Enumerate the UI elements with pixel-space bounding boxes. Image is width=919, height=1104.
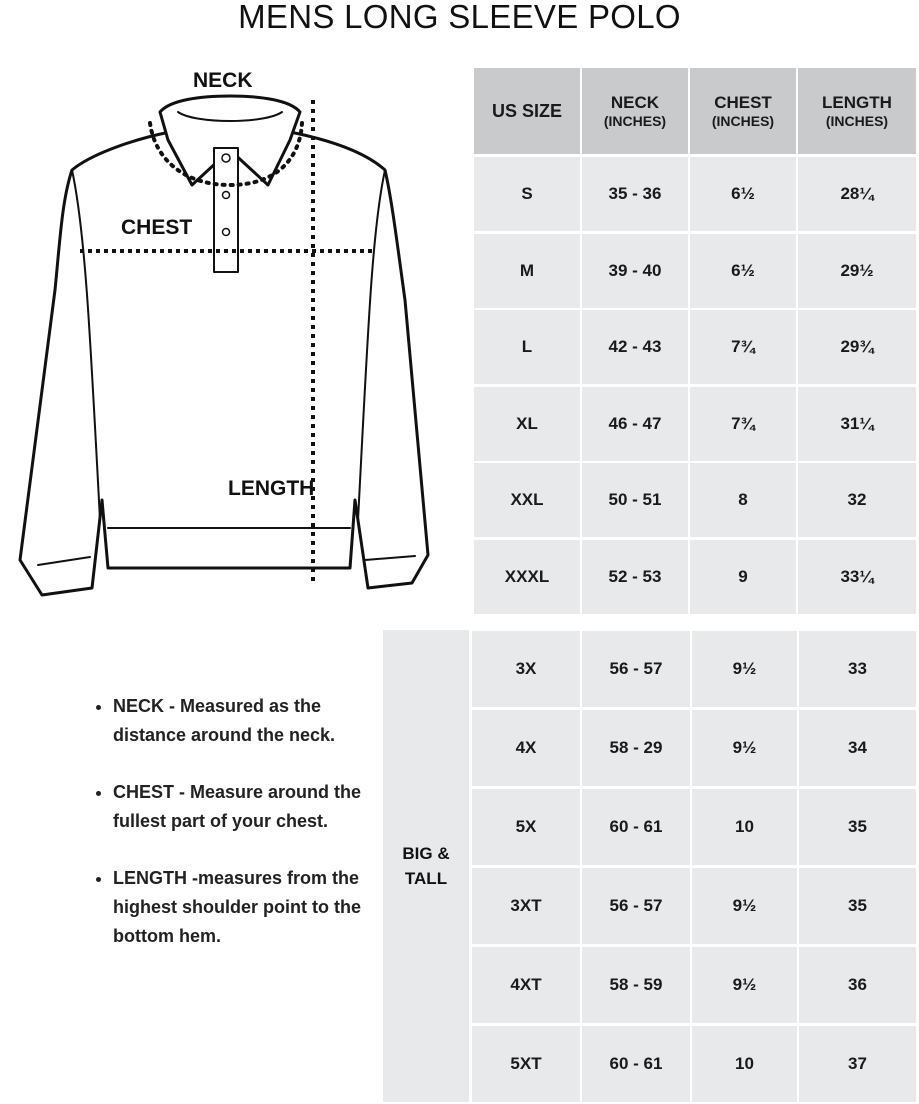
table-cell: 4X xyxy=(472,710,580,786)
note-neck: • NECK - Measured as the distance around the neck. xyxy=(113,692,373,750)
header-length: LENGTH (INCHES) xyxy=(798,68,916,154)
polo-shirt-diagram xyxy=(0,60,460,620)
table-cell: 36 xyxy=(799,947,916,1023)
table-cell: 50 - 51 xyxy=(582,463,688,537)
table-cell: 33 xyxy=(799,631,916,707)
table-cell: XL xyxy=(474,387,580,461)
table-cell: 9½ xyxy=(692,710,797,786)
table-cell: 5X xyxy=(472,789,580,865)
table-cell: 58 - 59 xyxy=(582,947,690,1023)
table-cell: 60 - 61 xyxy=(582,789,690,865)
header-neck: NECK (INCHES) xyxy=(582,68,688,154)
table-cell: 39 - 40 xyxy=(582,234,688,308)
neck-label: NECK xyxy=(193,69,253,92)
note-length: • LENGTH -measures from the highest shoulder point to the bottom hem. xyxy=(113,864,373,951)
header-us-size: US SIZE xyxy=(474,68,580,154)
page-title: MENS LONG SLEEVE POLO xyxy=(238,0,681,35)
table-cell: 9 xyxy=(690,540,796,614)
table-cell: 8 xyxy=(690,463,796,537)
table-cell: 9½ xyxy=(692,868,797,944)
table-cell: 3XT xyxy=(472,868,580,944)
table-cell: S xyxy=(474,157,580,231)
table-cell: XXL xyxy=(474,463,580,537)
table-cell: XXXL xyxy=(474,540,580,614)
table-cell: 28¼ xyxy=(798,157,916,231)
table-cell: M xyxy=(474,234,580,308)
table-cell: 10 xyxy=(692,789,797,865)
header-chest: CHEST (INCHES) xyxy=(690,68,796,154)
table-cell: L xyxy=(474,310,580,384)
big-tall-label: BIG & TALL xyxy=(383,630,469,1102)
table-cell: 4XT xyxy=(472,947,580,1023)
table-cell: 33¼ xyxy=(798,540,916,614)
table-cell: 56 - 57 xyxy=(582,868,690,944)
table-cell: 7¾ xyxy=(690,387,796,461)
table-cell: 37 xyxy=(799,1026,916,1102)
table-cell: 42 - 43 xyxy=(582,310,688,384)
table-cell: 29½ xyxy=(798,234,916,308)
note-chest: • CHEST - Measure around the fullest part of your chest. xyxy=(113,778,373,836)
table-cell: 35 xyxy=(799,789,916,865)
length-label: LENGTH xyxy=(228,477,315,500)
table-cell: 32 xyxy=(798,463,916,537)
table-cell: 58 - 29 xyxy=(582,710,690,786)
table-cell: 31¼ xyxy=(798,387,916,461)
table-cell: 7¾ xyxy=(690,310,796,384)
chest-label: CHEST xyxy=(121,216,193,239)
table-cell: 6½ xyxy=(690,234,796,308)
table-cell: 29¾ xyxy=(798,310,916,384)
table-cell: 34 xyxy=(799,710,916,786)
table-cell: 9½ xyxy=(692,631,797,707)
table-cell: 10 xyxy=(692,1026,797,1102)
table-cell: 60 - 61 xyxy=(582,1026,690,1102)
table-cell: 6½ xyxy=(690,157,796,231)
table-cell: 35 - 36 xyxy=(582,157,688,231)
table-cell: 46 - 47 xyxy=(582,387,688,461)
table-cell: 5XT xyxy=(472,1026,580,1102)
table-cell: 52 - 53 xyxy=(582,540,688,614)
table-cell: 3X xyxy=(472,631,580,707)
table-cell: 9½ xyxy=(692,947,797,1023)
measurement-notes xyxy=(88,692,373,979)
table-cell: 35 xyxy=(799,868,916,944)
table-cell: 56 - 57 xyxy=(582,631,690,707)
